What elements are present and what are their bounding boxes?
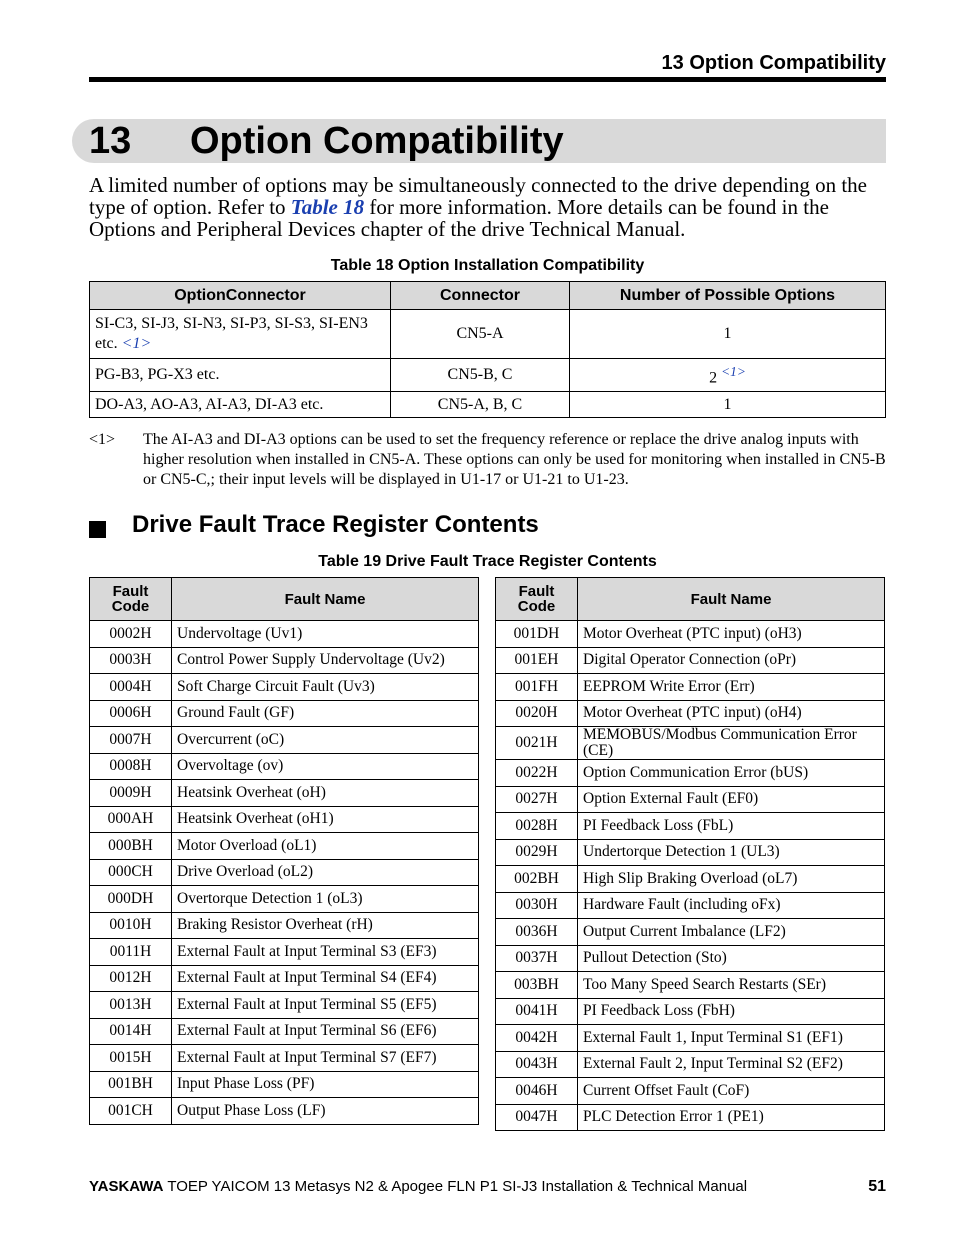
fault-row xyxy=(90,700,479,727)
fault-row xyxy=(90,647,479,674)
table-18-caption: Table 18 Option Installation Compatibility xyxy=(330,257,645,274)
intro-text-before: A limited number of options may be simultaneously connected to the drive depending on the type of option. Refer to xyxy=(89,173,868,219)
fault-name-cell: EEPROM Write Error (Err) xyxy=(578,674,885,701)
footnote-ref-link[interactable]: <1> xyxy=(721,363,746,379)
header-rule xyxy=(89,77,886,82)
fault-name-cell: Digital Operator Connection (oPr) xyxy=(578,647,885,674)
fault-name-cell: External Fault at Input Terminal S5 (EF5) xyxy=(172,992,479,1019)
option-cell xyxy=(90,392,391,418)
fault-code-cell: 001FH xyxy=(496,674,578,701)
fault-row xyxy=(496,866,885,893)
fault-name-cell: Motor Overheat (PTC input) (oH3) xyxy=(578,621,885,648)
fault-code-cell: 000BH xyxy=(90,833,172,860)
page-number: 51 xyxy=(868,1178,886,1195)
option-cell xyxy=(90,310,391,359)
fault-row xyxy=(90,806,479,833)
fault-row xyxy=(90,859,479,886)
fault-code-cell: 0022H xyxy=(496,760,578,787)
fault-name-cell: Motor Overload (oL1) xyxy=(172,833,479,860)
fault-name-cell: Control Power Supply Undervoltage (Uv2) xyxy=(172,647,479,674)
fault-row xyxy=(496,786,885,813)
fault-name-cell: External Fault 1, Input Terminal S1 (EF1) xyxy=(578,1025,885,1052)
subsection-bullet-icon xyxy=(89,521,106,538)
fault-row xyxy=(90,1098,479,1125)
fault-code-table-left xyxy=(89,577,479,1125)
footnote-ref-link[interactable]: <1> xyxy=(121,335,152,352)
footnote-text: The AI-A3 and DI-A3 options can be used to set the frequency reference or replace the drive analog inputs with higher resolution when installed in CN5-A. These options can only be used for monitoring when installed in CN5-B or CN5-C,; their input levels will be displayed in U1-17 or U1-21 to U1-23. xyxy=(143,431,886,488)
fault-name-cell: Braking Resistor Overheat (rH) xyxy=(172,912,479,939)
fault-name-cell: Motor Overheat (PTC input) (oH4) xyxy=(578,700,885,727)
intro-text-after: for more information. More details can be found in the Options and Peripheral Devices chapter of the drive Technical Manual. xyxy=(89,195,829,241)
fault-code-cell: 000DH xyxy=(90,886,172,913)
fault-name-cell: Undertorque Detection 1 (UL3) xyxy=(578,839,885,866)
running-header: 13 Option Compatibility xyxy=(661,52,886,74)
fault-name-cell: External Fault 2, Input Terminal S2 (EF2) xyxy=(578,1051,885,1078)
fault-table-body xyxy=(90,621,479,1125)
fault-table-body xyxy=(496,621,885,1131)
fault-code-cell: 0037H xyxy=(496,945,578,972)
fault-row xyxy=(90,780,479,807)
fault-code-cell: 0007H xyxy=(90,727,172,754)
fault-row xyxy=(90,1018,479,1045)
column-header: OptionConnector xyxy=(90,282,391,310)
fault-name-cell: Output Phase Loss (LF) xyxy=(172,1098,479,1125)
fault-code-table-right xyxy=(495,577,885,1131)
fault-name-cell: Hardware Fault (including oFx) xyxy=(578,892,885,919)
fault-code-cell: 0012H xyxy=(90,965,172,992)
fault-code-cell: 001BH xyxy=(90,1071,172,1098)
option-text: SI-C3, SI-J3, SI-N3, SI-P3, SI-S3, SI-EN3 etc. xyxy=(95,315,368,352)
fault-name-cell: Heatsink Overheat (oH) xyxy=(172,780,479,807)
fault-name-cell: High Slip Braking Overload (oL7) xyxy=(578,866,885,893)
fault-code-cell: 0046H xyxy=(496,1078,578,1105)
fault-row xyxy=(90,1045,479,1072)
footer-manual-title: TOEP YAICOM 13 Metasys N2 & Apogee FLN P1 SI-J3 Installation & Technical Manual xyxy=(163,1178,748,1195)
fault-name-cell: Pullout Detection (Sto) xyxy=(578,945,885,972)
option-text: DO-A3, AO-A3, AI-A3, DI-A3 etc. xyxy=(95,395,324,413)
fault-name-header: Fault Name xyxy=(172,578,479,621)
fault-code-cell: 0036H xyxy=(496,919,578,946)
fault-code-cell: 000AH xyxy=(90,806,172,833)
count-text: 1 xyxy=(723,395,732,413)
fault-row xyxy=(496,647,885,674)
fault-code-cell: 001CH xyxy=(90,1098,172,1125)
table-row xyxy=(90,310,886,359)
fault-row xyxy=(496,998,885,1025)
fault-code-cell: 0041H xyxy=(496,998,578,1025)
intro-paragraph xyxy=(89,174,889,240)
fault-row xyxy=(90,674,479,701)
fault-name-cell: PI Feedback Loss (FbH) xyxy=(578,998,885,1025)
fault-row xyxy=(90,965,479,992)
footer-brand: YASKAWA xyxy=(89,1178,164,1195)
fault-code-cell: 003BH xyxy=(496,972,578,999)
table-header-row xyxy=(496,578,885,621)
count-text: 2 xyxy=(709,369,722,387)
fault-code-header: Fault Code xyxy=(90,578,172,621)
fault-row xyxy=(496,727,885,760)
fault-row xyxy=(496,674,885,701)
fault-name-cell: Overcurrent (oC) xyxy=(172,727,479,754)
fault-row xyxy=(90,912,479,939)
fault-code-cell: 0028H xyxy=(496,813,578,840)
fault-name-cell: External Fault at Input Terminal S3 (EF3) xyxy=(172,939,479,966)
fault-code-cell: 001DH xyxy=(496,621,578,648)
section-title: Option Compatibility xyxy=(190,120,564,162)
fault-row xyxy=(90,621,479,648)
fault-name-cell: External Fault at Input Terminal S6 (EF6) xyxy=(172,1018,479,1045)
fault-row xyxy=(496,760,885,787)
count-text: 1 xyxy=(723,325,732,342)
fault-name-cell: Current Offset Fault (CoF) xyxy=(578,1078,885,1105)
fault-row xyxy=(90,992,479,1019)
fault-code-cell: 000CH xyxy=(90,859,172,886)
fault-name-cell: Heatsink Overheat (oH1) xyxy=(172,806,479,833)
fault-row xyxy=(496,839,885,866)
column-header: Number of Possible Options xyxy=(570,282,886,310)
fault-code-cell: 0002H xyxy=(90,621,172,648)
fault-name-cell: Too Many Speed Search Restarts (SEr) xyxy=(578,972,885,999)
fault-row xyxy=(496,945,885,972)
fault-name-cell: Undervoltage (Uv1) xyxy=(172,621,479,648)
fault-code-cell: 0021H xyxy=(496,727,578,760)
fault-row xyxy=(496,700,885,727)
count-cell xyxy=(570,310,886,359)
footnote-label: <1> xyxy=(89,431,116,448)
connector-cell: CN5-A, B, C xyxy=(391,392,570,418)
count-cell xyxy=(570,392,886,418)
fault-row xyxy=(496,1104,885,1131)
fault-code-cell: 0004H xyxy=(90,674,172,701)
fault-name-cell: Option External Fault (EF0) xyxy=(578,786,885,813)
fault-name-cell: PLC Detection Error 1 (PE1) xyxy=(578,1104,885,1131)
fault-code-header: Fault Code xyxy=(496,578,578,621)
fault-code-cell: 0047H xyxy=(496,1104,578,1131)
option-compatibility-table xyxy=(89,281,886,418)
fault-row xyxy=(90,727,479,754)
fault-code-cell: 0027H xyxy=(496,786,578,813)
fault-code-cell: 002BH xyxy=(496,866,578,893)
fault-row xyxy=(90,939,479,966)
fault-name-cell: External Fault at Input Terminal S4 (EF4) xyxy=(172,965,479,992)
option-cell xyxy=(90,359,391,392)
fault-name-header: Fault Name xyxy=(578,578,885,621)
fault-code-cell: 0043H xyxy=(496,1051,578,1078)
fault-name-cell: Ground Fault (GF) xyxy=(172,700,479,727)
fault-row xyxy=(496,1025,885,1052)
table-header-row xyxy=(90,578,479,621)
fault-row xyxy=(90,886,479,913)
fault-code-cell: 001EH xyxy=(496,647,578,674)
fault-row xyxy=(496,892,885,919)
fault-code-cell: 0010H xyxy=(90,912,172,939)
count-cell xyxy=(570,359,886,392)
fault-name-cell: Overvoltage (ov) xyxy=(172,753,479,780)
fault-code-cell: 0013H xyxy=(90,992,172,1019)
section-number: 13 xyxy=(89,120,132,162)
fault-row xyxy=(496,1051,885,1078)
fault-row xyxy=(90,753,479,780)
fault-name-cell: External Fault at Input Terminal S7 (EF7) xyxy=(172,1045,479,1072)
fault-code-cell: 0008H xyxy=(90,753,172,780)
fault-name-cell: Output Current Imbalance (LF2) xyxy=(578,919,885,946)
fault-code-cell: 0006H xyxy=(90,700,172,727)
fault-name-cell: MEMOBUS/Modbus Communication Error (CE) xyxy=(578,727,885,760)
fault-code-cell: 0014H xyxy=(90,1018,172,1045)
connector-cell: CN5-A xyxy=(391,310,570,359)
fault-name-cell: Overtorque Detection 1 (oL3) xyxy=(172,886,479,913)
table-row xyxy=(90,392,886,418)
subsection-title: Drive Fault Trace Register Contents xyxy=(132,511,539,538)
fault-row xyxy=(496,972,885,999)
fault-name-cell: Drive Overload (oL2) xyxy=(172,859,479,886)
option-text: PG-B3, PG-X3 etc. xyxy=(95,366,220,383)
fault-code-cell: 0011H xyxy=(90,939,172,966)
fault-code-cell: 0009H xyxy=(90,780,172,807)
connector-cell: CN5-B, C xyxy=(391,359,570,392)
fault-row xyxy=(496,621,885,648)
column-header: Connector xyxy=(391,282,570,310)
fault-name-cell: Option Communication Error (bUS) xyxy=(578,760,885,787)
fault-row xyxy=(496,1078,885,1105)
fault-name-cell: PI Feedback Loss (FbL) xyxy=(578,813,885,840)
fault-name-cell: Soft Charge Circuit Fault (Uv3) xyxy=(172,674,479,701)
fault-code-cell: 0042H xyxy=(496,1025,578,1052)
fault-row xyxy=(496,813,885,840)
table-18-link[interactable]: Table 18 xyxy=(290,195,365,219)
fault-name-cell: Input Phase Loss (PF) xyxy=(172,1071,479,1098)
table-row xyxy=(90,359,886,392)
fault-code-cell: 0020H xyxy=(496,700,578,727)
fault-row xyxy=(496,919,885,946)
table-header-row xyxy=(90,282,886,310)
footer-text xyxy=(89,1178,747,1195)
fault-code-cell: 0030H xyxy=(496,892,578,919)
fault-row xyxy=(90,1071,479,1098)
fault-code-cell: 0003H xyxy=(90,647,172,674)
fault-code-cell: 0015H xyxy=(90,1045,172,1072)
fault-row xyxy=(90,833,479,860)
table-19-caption: Table 19 Drive Fault Trace Register Contents xyxy=(318,553,657,570)
fault-code-cell: 0029H xyxy=(496,839,578,866)
